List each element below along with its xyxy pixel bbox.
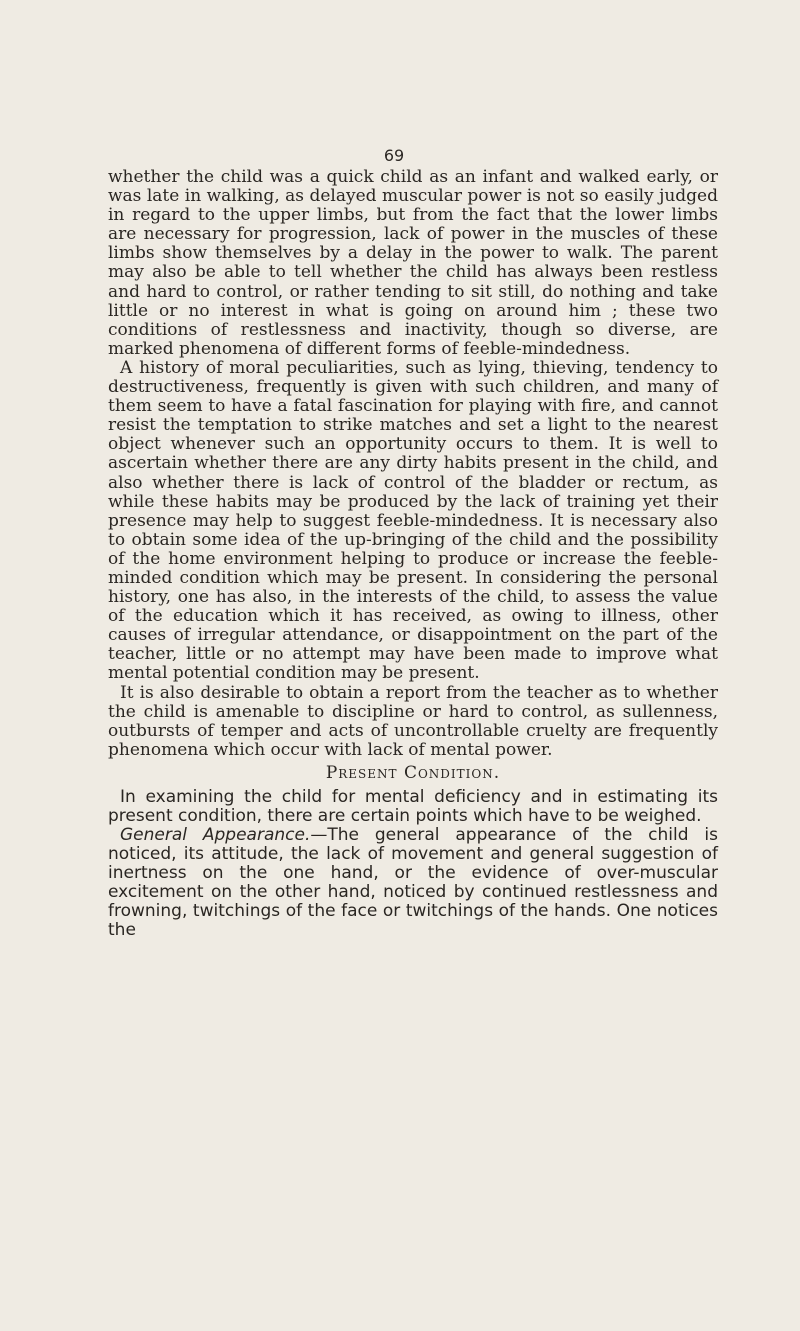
lower-section [108, 788, 718, 940]
body-text [108, 168, 718, 940]
paragraph-general-appearance [108, 826, 718, 940]
paragraph: In examining the child for mental deficiency and in estimating its present condition, there are certain points which have to be weighed. [108, 787, 718, 826]
italic-subheading: General Appearance. [120, 825, 311, 845]
paragraph: It is also desirable to obtain a report from the teacher as to whether the child is amenable to discipline or hard to control, as sullenness, outbursts of temper and acts of uncontrollable cruelty are frequently phenomena which occur with lack of mental power. [108, 682, 718, 760]
section-heading: Present Condition. [325, 762, 501, 783]
page-number: 69 [383, 146, 405, 165]
paragraph-text: —The general appearance of the child is noticed, its attitude, the lack of movement and general suggestion of inertness on the one hand, or the evidence of over-muscular excitement on the other hand, noticed by continued restlessness and frowning, twitchings of the face or twitchings of the hands. One notices the [108, 825, 718, 940]
paragraph: A history of moral peculiarities, such as lying, thieving, tendency to destructiveness, frequently is given with such children, and many of them seem to have a fatal fascination for playing with fire, and cannot resist the temptation to strike matches and set a light to the nearest object whenever such an opportunity occurs to them. It is well to ascertain whether there are any dirty habits present in the child, and also whether there is lack of control of the bladder or rectum, as while these habits may be produced by the lack of training yet their presence may help to suggest feeble-mindedness. It is necessary also to obtain some idea of the up-bringing of the child and the possibility of the home environment helping to produce or increase the feeble-minded condition which may be present. In considering the personal history, one has also, in the interests of the child, to assess the value of the education which it has received, as owing to illness, other causes of irregular attendance, or disappointment on the part of the teacher, little or no attempt may have been made to improve what mental potential condition may be present. [108, 357, 718, 684]
paragraph: whether the child was a quick child as an infant and walked early, or was late in walking, as delayed muscular power is not so easily judged in regard to the upper limbs, but from the fact that the lower limbs are necessary for progression, lack of power in the muscles of these limbs show themselves by a delay in the power to walk. The parent may also be able to tell whether the child has always been restless and hard to control, or rather tending to sit still, do nothing and take little or no interest in what is going on around him ; these two conditions of restlessness and inactivity, though so diverse, are marked phenomena of different forms of feeble-mindedness. [108, 167, 718, 359]
